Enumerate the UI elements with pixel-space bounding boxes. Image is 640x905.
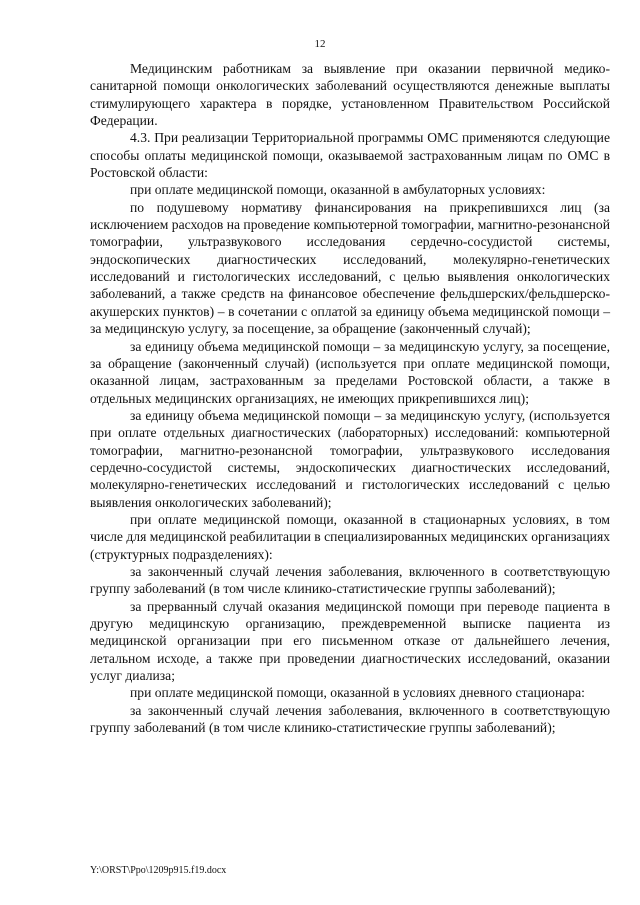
paragraph: за законченный случай лечения заболевания, включенного в соответствующую группу заболеваний (в том числе клинико-статистические группы заболеваний); xyxy=(90,563,610,597)
file-path-footer: Y:\ORST\Ppo\1209p915.f19.docx xyxy=(90,865,227,876)
paragraph: за единицу объема медицинской помощи – за медицинскую услугу, (используется при оплате отдельных диагностических (лабораторных) исследований: компьютерной томографии, магнитно-резонансной томографии, ультразвукового исследования сердечно-сосудистой системы, эндоскопических диагностических исследований, молекулярно-генетических исследований и гистологических исследований с целью выявления онкологических заболеваний); xyxy=(90,407,610,510)
document-body xyxy=(90,60,610,736)
paragraph: за законченный случай лечения заболевания, включенного в соответствующую группу заболеваний (в том числе клинико-статистические группы заболеваний); xyxy=(90,702,610,736)
paragraph: при оплате медицинской помощи, оказанной в амбулаторных условиях: xyxy=(130,182,546,198)
paragraph: при оплате медицинской помощи, оказанной в стационарных условиях, в том числе для медицинской реабилитации в специализированных медицинских организациях (структурных подразделениях): xyxy=(90,511,610,562)
paragraph: за единицу объема медицинской помощи – за медицинскую услугу, за посещение, за обращение (законченный случай) (используется при оплате медицинской помощи, оказанной лицам, застрахованным за пределами Ростовской области, а также в отдельных медицинских организациях, не имеющих прикрепившихся лиц); xyxy=(90,338,610,406)
page-number: 12 xyxy=(314,38,326,50)
paragraph: по подушевому нормативу финансирования на прикрепившихся лиц (за исключением расходов на проведение компьютерной томографии, магнитно-резонансной томографии, ультразвукового исследования сердечно-сосудистой системы, эндоскопических диагностических исследований, молекулярно-генетических исследований и гистологических исследований, с целью выявления онкологических заболеваний, а также средств на финансовое обеспечение фельдшерских/фельдшерско-акушерских пунктов) – в сочетании с оплатой за единицу объема медицинской помощи – за медицинскую услугу, за посещение, за обращение (законченный случай); xyxy=(90,199,610,337)
paragraph: 4.3. При реализации Территориальной программы ОМС применяются следующие способы оплаты медицинской помощи, оказываемой застрахованным лицам по ОМС в Ростовской области: xyxy=(90,130,610,181)
paragraph: Медицинским работникам за выявление при оказании первичной медико-санитарной помощи онкологических заболеваний осуществляются денежные выплаты стимулирующего характера в порядке, установленном Правительством Российской Федерации. xyxy=(90,61,610,129)
paragraph: при оплате медицинской помощи, оказанной в условиях дневного стационара: xyxy=(130,685,585,701)
paragraph: за прерванный случай оказания медицинской помощи при переводе пациента в другую медицинскую организацию, преждевременной выписке пациента из медицинской организации при его письменном отказе от дальнейшего лечения, летальном исходе, а также при проведении диагностических исследований, оказании услуг диализа; xyxy=(90,598,610,684)
